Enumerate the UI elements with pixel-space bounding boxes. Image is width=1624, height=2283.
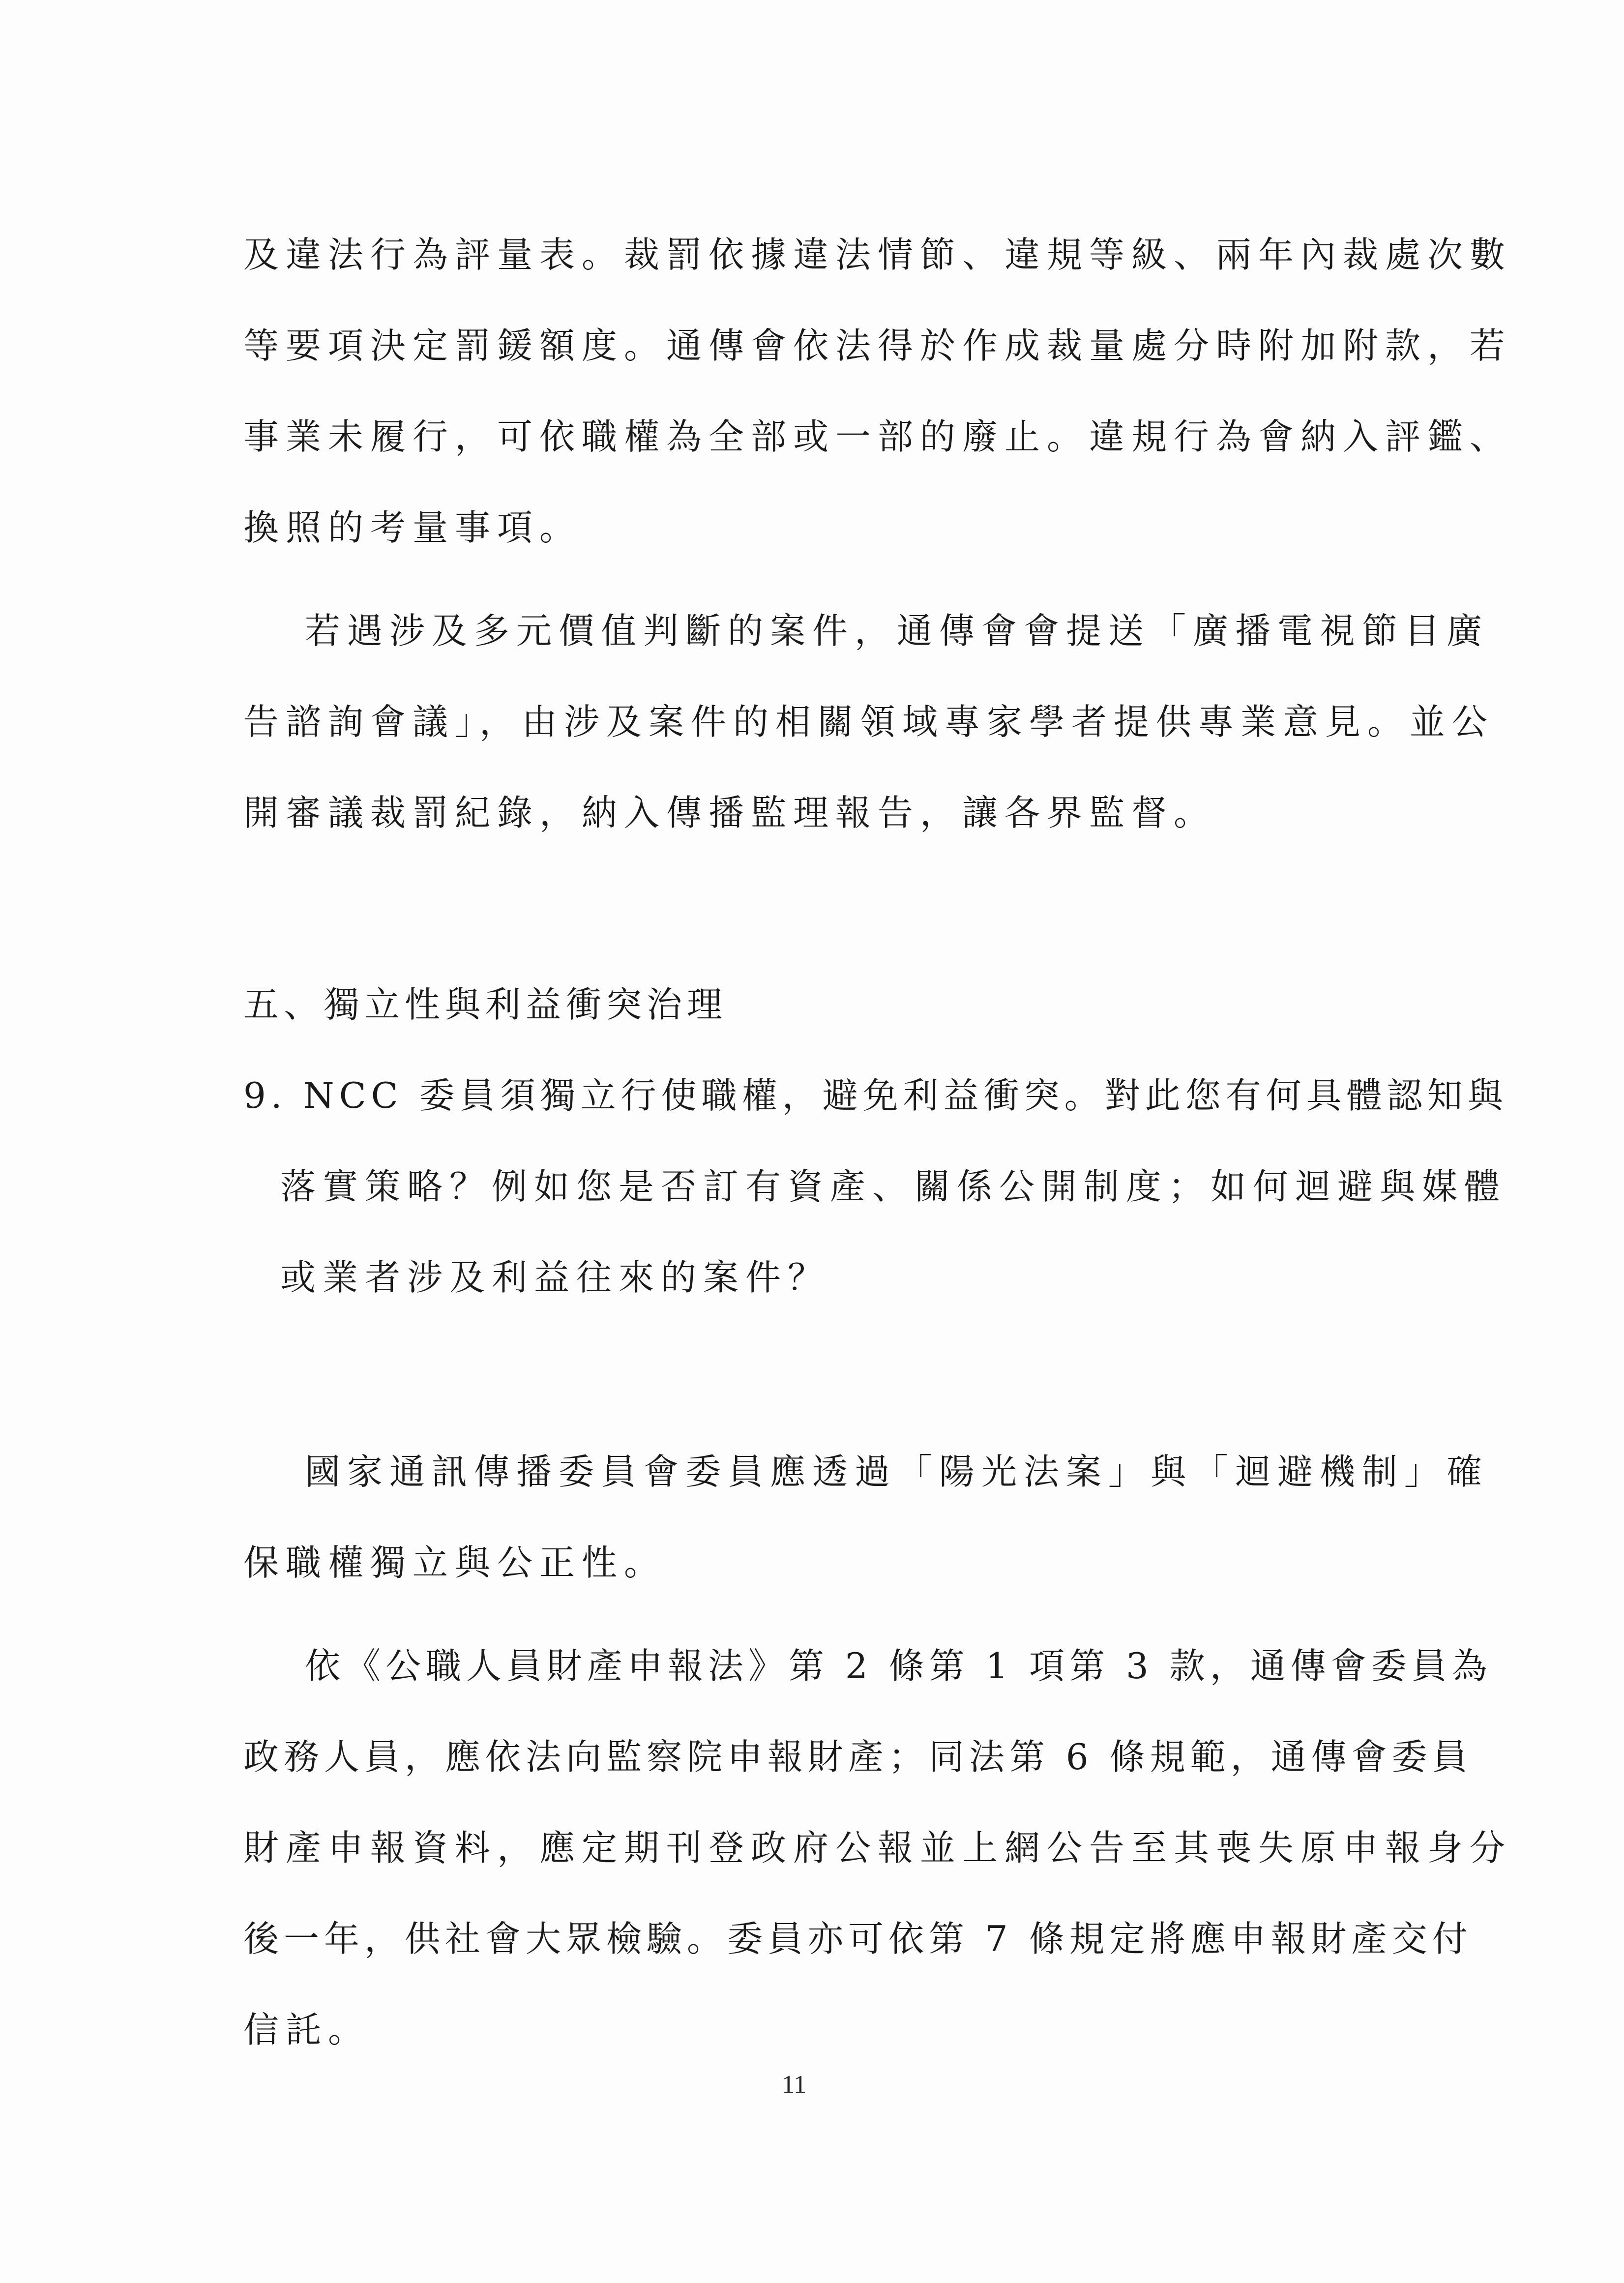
question-9-line-3: 或業者涉及利益往來的案件？: [280, 1257, 830, 1298]
question-9-line-2: 落實策略？例如您是否訂有資產、關係公開制度；如何迴避與媒體: [280, 1166, 1507, 1207]
question-9-line-1: 9. NCC 委員須獨立行使職權，避免利益衝突。對此您有何具體認知與: [243, 1075, 1508, 1116]
sunshine-line-2: 保職權獨立與公正性。: [243, 1542, 667, 1583]
penalty-line-4: 換照的考量事項。: [243, 507, 582, 548]
advisory-line-3: 開審議裁罰紀錄，納入傳播監理報告，讓各界監督。: [243, 792, 1216, 833]
assets-line-2: 政務人員，應依法向監察院申報財產；同法第 6 條規範，通傳會委員: [243, 1736, 1473, 1778]
penalty-line-1: 及違法行為評量表。裁罰依據違法情節、違規等級、兩年內裁處次數: [243, 234, 1512, 275]
penalty-line-3: 事業未履行，可依職權為全部或一部的廢止。違規行為會納入評鑑、: [243, 416, 1512, 457]
penalty-line-2: 等要項決定罰鍰額度。通傳會依法得於作成裁量處分時附加附款，若: [243, 325, 1512, 366]
page-number: 11: [782, 2071, 807, 2099]
assets-line-4: 後一年，供社會大眾檢驗。委員亦可依第 7 條規定將應申報財產交付: [243, 1918, 1473, 1959]
assets-line-5: 信託。: [243, 2009, 371, 2050]
section-heading: 五、獨立性與利益衝突治理: [243, 984, 728, 1025]
assets-line-1: 依《公職人員財產申報法》第 2 條第 1 項第 3 款，通傳會委員為: [305, 1645, 1492, 1687]
sunshine-line-1: 國家通訊傳播委員會委員應透過「陽光法案」與「迴避機制」確: [305, 1451, 1489, 1492]
advisory-line-2: 告諮詢會議」，由涉及案件的相關領域專家學者提供專業意見。並公: [243, 701, 1495, 742]
advisory-line-1: 若遇涉及多元價值判斷的案件，通傳會會提送「廣播電視節目廣: [305, 610, 1489, 652]
assets-line-3: 財產申報資料，應定期刊登政府公報並上網公告至其喪失原申報身分: [243, 1827, 1512, 1868]
